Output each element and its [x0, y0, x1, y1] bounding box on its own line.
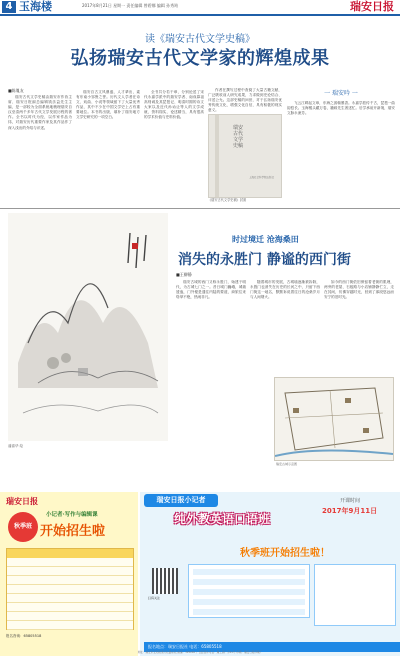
ad-right-open-label: 开课时间	[340, 498, 361, 504]
book-publisher: 上海社会科学院出版社	[249, 176, 275, 179]
article1-col2	[76, 90, 140, 205]
sidebar-text: 飞云江畔起文章，东海之滨翰墨香。永嘉学派传千古，琵琶一曲韵悠长。玉海楼头藏万卷，籀庼先生著述忙。后学承前开新境，瑞安文脉永流芳。	[287, 101, 395, 116]
article1-kicker: 读《瑞安古代文学史稿》	[145, 34, 255, 45]
table-row	[7, 621, 133, 630]
article2-col3	[324, 280, 394, 374]
article1-col3	[144, 90, 204, 205]
article2-col2	[250, 280, 320, 374]
table-row	[7, 585, 133, 594]
info-line	[193, 579, 305, 585]
section-divider	[0, 208, 400, 209]
header-meta: 2017年8月21日 星期一 责任编辑 曾碧娜 编辑 孙秀筠	[82, 3, 179, 8]
book-title: 瑞安古代文学史稿	[233, 125, 244, 149]
article1-headline: 弘扬瑞安古代文学家的辉煌成果	[70, 48, 330, 69]
table-row	[7, 603, 133, 612]
map-caption: 瑞安古城示意图	[276, 462, 298, 466]
article1-byline: ■陈胤友	[8, 88, 24, 93]
header-rule	[0, 14, 400, 16]
article1-col4	[208, 88, 282, 112]
poem-sidebar	[287, 88, 395, 204]
table-row	[7, 576, 133, 585]
table-row	[7, 612, 133, 621]
sidebar-title: 一 瑞安吟 一	[324, 90, 358, 97]
article1-paragraph: 瑞安古代文学史稿由瑞安市作协主席、瑞安日报副总编辑钱乐益先生主编，是一部较为全面系统地梳理瑞安自汉至清两千多年古代文学发展历程的著作。全书以时代为经，以作家作品为纬，对瑞安历代重要作家及其作品作了深入浅出的介绍与评述。	[8, 95, 72, 130]
book-spine	[215, 115, 219, 197]
landscape-painting	[8, 213, 168, 441]
info-line	[193, 589, 305, 595]
ad-right-badge: 瑞安日报小记者	[144, 494, 218, 507]
ad-right-info-box	[188, 564, 310, 618]
map-drawing	[275, 378, 393, 460]
ad-left-schedule-table	[6, 548, 134, 630]
info-line	[193, 569, 305, 575]
table-row	[7, 558, 133, 567]
article2-kicker: 时过境迁 沧海桑田	[232, 234, 299, 244]
info-line	[193, 609, 305, 615]
sidebar-text-block	[287, 101, 395, 201]
advertisement-area	[0, 492, 400, 656]
article2-paragraph: 随着城市的发展，古城墙逐渐被拆除，永胜门也消失在历史的长河之中，只留下西门街这一地名，默默诉说着往日的沧桑岁月与人间烟火。	[250, 280, 320, 300]
old-city-map	[274, 377, 394, 461]
article1-paragraph: 作者在撰写过程中查阅了大量古籍文献，广泛吸收前人研究成果，力求做到史论结合、评述公允。这部史稿的问世，对于弘扬瑞安优秀传统文化、增强文化自信，具有积极的现实意义。	[208, 88, 282, 112]
table-row	[7, 594, 133, 603]
article1-paragraph: 瑞安自古文风鼎盛，人才辈出，素有东南小邹鲁之誉。历代文人学者在诗文、戏曲、小说等领域留下了大量优秀作品，其中不少在中国文学史上占有重要地位。本书的出版，填补了瑞安地方文学史研究的一项空白。	[76, 90, 140, 120]
newspaper-logo: 瑞安日报	[350, 0, 394, 13]
qr-code-icon[interactable]	[152, 568, 178, 594]
page-number: 4	[2, 1, 16, 13]
article1-paragraph: 全书共分若干章，分别论述了宋代永嘉学派中的瑞安学者、南戏鼻祖高则诚及其琵琶记、明清时期的诗文大家以及近代孙诒让等人的文学成就，资料翔实，论述精当，具有很高的学术价值与史料价值。	[144, 90, 204, 120]
book-cover-image	[208, 114, 282, 198]
section-title: 玉海楼	[19, 0, 52, 13]
book-caption: 《瑞安古代文学史稿》封面	[208, 198, 247, 202]
page-footer: 地址：瑞安市安阳街道万松路东段 邮编：325200 广告经营许可证：瑞工商广字01号 印刷：瑞安日报印刷厂	[137, 651, 263, 654]
ad-right-date: 2017年9月11日	[322, 507, 378, 515]
ad-left-tag: 小记者·写作与编辑课	[46, 512, 98, 518]
article2-paragraph: 如今的西门街依旧保留着老街的肌理，两旁的老屋、石板路与小店铺静静伫立，走在其间，仿佛穿越时光，回到了那段悠远而安宁的旧时光。	[324, 280, 394, 300]
ad-left[interactable]	[0, 492, 138, 656]
ad-right[interactable]	[140, 492, 400, 656]
ad-left-burst: 秋季班	[8, 512, 38, 542]
table-row	[7, 567, 133, 576]
ad-right-course-grid	[314, 564, 396, 626]
ad-right-contact: 报名地点：瑞安日报社 电话：65805518	[144, 642, 400, 652]
ad-right-subtitle: 秋季班开始招生啦！	[240, 548, 330, 559]
article2-byline: ■王柳静	[176, 272, 192, 277]
ad-left-brand: 瑞安日报	[6, 496, 38, 506]
page-header	[0, 0, 400, 14]
painting-caption: 潘嘉华 绘	[8, 444, 24, 448]
info-line	[193, 599, 305, 605]
ink-painting-art	[8, 213, 168, 441]
article2-col1	[176, 280, 246, 460]
ad-left-headline: 开始招生啦	[40, 524, 106, 539]
article2-paragraph: 瑞安古城的西门又称永胜门，始建于明代，为古城七门之一。昔日城门巍峨，城墙逶迤，门外便是通往内陆的要道，商旅往来络绎不绝，热闹非凡。	[176, 280, 246, 300]
ad-right-title: 纯外教英语口语班	[174, 512, 271, 526]
article2-headline: 消失的永胜门 静谧的西门街	[178, 252, 351, 268]
qr-label: 扫码关注	[148, 596, 161, 600]
article1-col1	[8, 95, 72, 205]
table-header	[7, 549, 133, 558]
ad-left-footer: 报名咨询：65805518	[6, 634, 42, 638]
